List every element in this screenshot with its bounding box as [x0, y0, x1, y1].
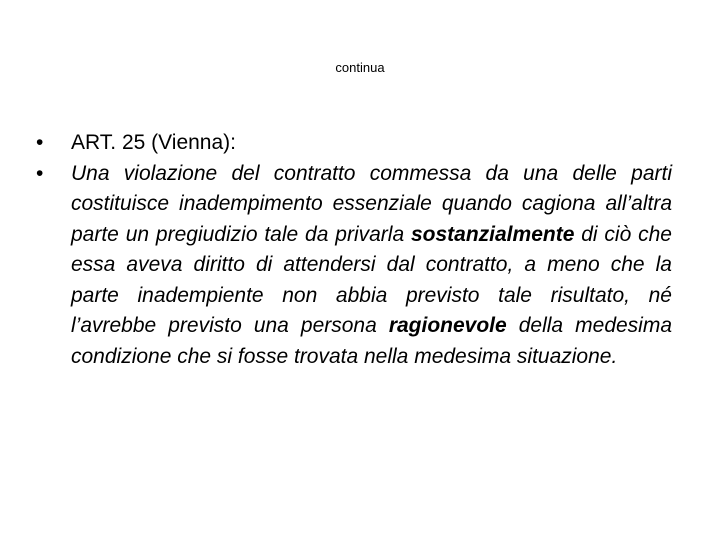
bullet-item-article: [36, 128, 672, 159]
bullet-item-definition: [36, 159, 672, 373]
definition-text: [71, 159, 672, 373]
definition-text-part: di ciò che essa aveva diritto di attendersi dal contratto, a meno che la parte inadempiente non abbia previsto tale risultato, né l’avrebbe previsto una persona: [71, 222, 672, 337]
article-reference: ART. 25 (Vienna):: [71, 131, 236, 154]
bullet-list: [36, 128, 672, 372]
definition-text-part: della medesima condizione che si fosse trovata nella medesima situazione.: [71, 314, 673, 368]
bullet-icon: •: [36, 161, 44, 185]
bullet-icon: •: [36, 131, 44, 154]
emphasized-term-sostanzialmente: sostanzialmente: [410, 222, 575, 246]
emphasized-term-ragionevole: ragionevole: [388, 314, 507, 337]
slide-title: continua: [335, 60, 385, 75]
definition-text-part: Una violazione del contratto commessa da una delle parti costituisce inadempimento essenziale quando cagiona all’altra parte un pregiudizio tale da privarla: [71, 161, 672, 246]
